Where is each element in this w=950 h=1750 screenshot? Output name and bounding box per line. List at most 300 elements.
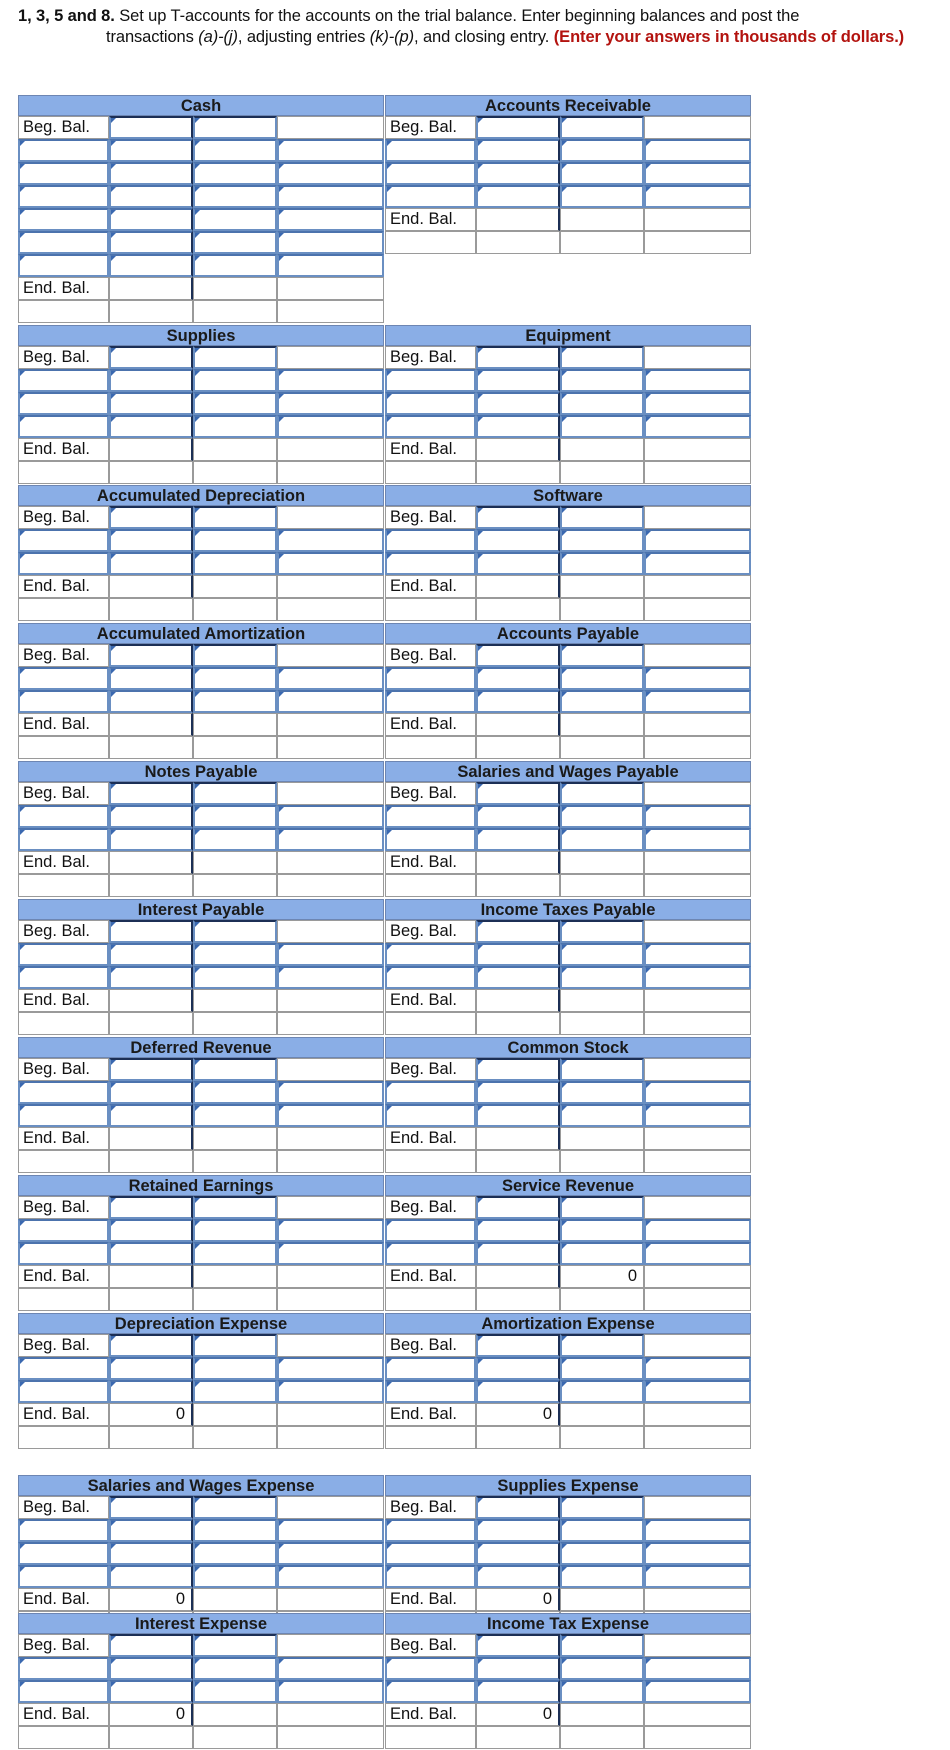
end-bal-credit — [560, 575, 644, 598]
credit-ref-select[interactable] — [277, 1519, 384, 1542]
spacer-cell — [277, 575, 384, 598]
beg-bal-debit-input[interactable] — [476, 1496, 560, 1519]
credit-amount-input[interactable] — [193, 1542, 277, 1565]
credit-ref-select[interactable] — [277, 1680, 384, 1703]
debit-amount-input[interactable] — [109, 139, 193, 162]
credit-ref-select[interactable] — [644, 828, 751, 851]
debit-amount-input[interactable] — [109, 1380, 193, 1403]
beg-bal-debit-input[interactable] — [109, 506, 193, 529]
spacer-cell — [193, 874, 277, 897]
end-bal-debit — [476, 575, 560, 598]
end-bal-label: End. Bal. — [385, 851, 476, 874]
beg-bal-credit-input[interactable] — [193, 920, 277, 943]
beg-bal-debit-input[interactable] — [109, 1334, 193, 1357]
debit-amount-input[interactable] — [109, 1519, 193, 1542]
beg-bal-debit-input[interactable] — [476, 1196, 560, 1219]
credit-ref-select[interactable] — [277, 1219, 384, 1242]
debit-amount-input[interactable] — [109, 943, 193, 966]
debit-ref-select[interactable] — [18, 1519, 109, 1542]
spacer-cell — [277, 300, 384, 323]
debit-amount-input[interactable] — [476, 966, 560, 989]
credit-ref-select[interactable] — [644, 552, 751, 575]
debit-ref-select[interactable] — [385, 415, 476, 438]
end-bal-debit — [109, 1127, 193, 1150]
beg-bal-debit-input[interactable] — [476, 1334, 560, 1357]
debit-ref-select[interactable] — [18, 552, 109, 575]
credit-amount-input[interactable] — [560, 185, 644, 208]
debit-amount-input[interactable] — [476, 667, 560, 690]
debit-ref-select[interactable] — [18, 690, 109, 713]
beg-bal-credit-input[interactable] — [560, 644, 644, 667]
credit-amount-input[interactable] — [193, 943, 277, 966]
spacer-cell — [277, 461, 384, 484]
debit-ref-select[interactable] — [18, 1081, 109, 1104]
credit-amount-input[interactable] — [560, 1081, 644, 1104]
debit-amount-input[interactable] — [109, 1242, 193, 1265]
credit-amount-input[interactable] — [560, 1680, 644, 1703]
spacer-cell — [644, 1058, 751, 1081]
credit-amount-input[interactable] — [560, 162, 644, 185]
debit-ref-select[interactable] — [385, 139, 476, 162]
debit-amount-input[interactable] — [476, 1657, 560, 1680]
debit-amount-input[interactable] — [109, 828, 193, 851]
debit-ref-select[interactable] — [385, 1242, 476, 1265]
debit-ref-select[interactable] — [385, 966, 476, 989]
credit-ref-select[interactable] — [277, 1380, 384, 1403]
end-bal-debit: 0 — [476, 1588, 560, 1611]
credit-amount-input[interactable] — [560, 1380, 644, 1403]
beg-bal-debit-input[interactable] — [476, 346, 560, 369]
debit-ref-select[interactable] — [18, 162, 109, 185]
credit-ref-select[interactable] — [644, 1542, 751, 1565]
account-title: Salaries and Wages Payable — [385, 761, 751, 782]
debit-amount-input[interactable] — [109, 552, 193, 575]
debit-ref-select[interactable] — [385, 1565, 476, 1588]
credit-ref-select[interactable] — [277, 392, 384, 415]
credit-ref-select[interactable] — [644, 162, 751, 185]
end-bal-credit — [560, 989, 644, 1012]
credit-ref-select[interactable] — [644, 1242, 751, 1265]
debit-ref-select[interactable] — [18, 1657, 109, 1680]
debit-ref-select[interactable] — [18, 529, 109, 552]
credit-amount-input[interactable] — [193, 690, 277, 713]
spacer-cell — [193, 461, 277, 484]
credit-ref-select[interactable] — [644, 392, 751, 415]
credit-amount-input[interactable] — [193, 828, 277, 851]
spacer-cell — [277, 782, 384, 805]
debit-ref-select[interactable] — [385, 1380, 476, 1403]
credit-ref-select[interactable] — [644, 1081, 751, 1104]
credit-ref-select[interactable] — [277, 1565, 384, 1588]
credit-amount-input[interactable] — [193, 369, 277, 392]
debit-ref-select[interactable] — [385, 1542, 476, 1565]
debit-amount-input[interactable] — [476, 1357, 560, 1380]
beg-bal-credit-input[interactable] — [560, 782, 644, 805]
debit-amount-input[interactable] — [109, 369, 193, 392]
debit-amount-input[interactable] — [476, 1542, 560, 1565]
debit-amount-input[interactable] — [109, 162, 193, 185]
spacer-cell — [277, 1196, 384, 1219]
debit-ref-select[interactable] — [385, 552, 476, 575]
debit-ref-select[interactable] — [18, 208, 109, 231]
debit-amount-input[interactable] — [476, 1519, 560, 1542]
beg-bal-debit-input[interactable] — [109, 346, 193, 369]
debit-ref-select[interactable] — [385, 1104, 476, 1127]
debit-amount-input[interactable] — [109, 1565, 193, 1588]
beg-bal-credit-input[interactable] — [560, 1634, 644, 1657]
beg-bal-label: Beg. Bal. — [18, 346, 109, 369]
debit-ref-select[interactable] — [18, 805, 109, 828]
credit-amount-input[interactable] — [560, 415, 644, 438]
spacer-cell — [385, 1426, 476, 1449]
credit-amount-input[interactable] — [193, 1219, 277, 1242]
credit-amount-input[interactable] — [560, 1542, 644, 1565]
credit-ref-select[interactable] — [277, 231, 384, 254]
credit-ref-select[interactable] — [277, 805, 384, 828]
credit-amount-input[interactable] — [560, 1519, 644, 1542]
beg-bal-debit-input[interactable] — [109, 116, 193, 139]
credit-ref-select[interactable] — [644, 966, 751, 989]
credit-ref-select[interactable] — [277, 185, 384, 208]
debit-ref-select[interactable] — [385, 690, 476, 713]
credit-amount-input[interactable] — [560, 690, 644, 713]
credit-amount-input[interactable] — [560, 1242, 644, 1265]
beg-bal-debit-input[interactable] — [109, 1496, 193, 1519]
credit-amount-input[interactable] — [560, 1357, 644, 1380]
credit-ref-select[interactable] — [277, 162, 384, 185]
debit-ref-select[interactable] — [385, 369, 476, 392]
debit-amount-input[interactable] — [109, 1357, 193, 1380]
credit-amount-input[interactable] — [560, 1565, 644, 1588]
beg-bal-label: Beg. Bal. — [385, 644, 476, 667]
beg-bal-credit-input[interactable] — [560, 1496, 644, 1519]
credit-ref-select[interactable] — [644, 1519, 751, 1542]
debit-ref-select[interactable] — [385, 529, 476, 552]
credit-ref-select[interactable] — [277, 690, 384, 713]
debit-ref-select[interactable] — [385, 1219, 476, 1242]
credit-ref-select[interactable] — [644, 1680, 751, 1703]
debit-ref-select[interactable] — [18, 1380, 109, 1403]
credit-ref-select[interactable] — [644, 690, 751, 713]
spacer-cell — [644, 1403, 751, 1426]
credit-amount-input[interactable] — [560, 1104, 644, 1127]
credit-amount-input[interactable] — [193, 552, 277, 575]
debit-amount-input[interactable] — [476, 690, 560, 713]
debit-amount-input[interactable] — [109, 667, 193, 690]
debit-amount-input[interactable] — [109, 1657, 193, 1680]
credit-amount-input[interactable] — [193, 966, 277, 989]
debit-ref-select[interactable] — [18, 667, 109, 690]
debit-ref-select[interactable] — [18, 1357, 109, 1380]
debit-ref-select[interactable] — [385, 1081, 476, 1104]
debit-ref-select[interactable] — [18, 185, 109, 208]
beg-bal-label: Beg. Bal. — [18, 1496, 109, 1519]
credit-ref-select[interactable] — [277, 1657, 384, 1680]
account-title: Amortization Expense — [385, 1313, 751, 1334]
debit-ref-select[interactable] — [385, 1519, 476, 1542]
debit-ref-select[interactable] — [18, 231, 109, 254]
instruction-note: (Enter your answers in thousands of dollars.) — [553, 28, 905, 46]
credit-ref-select[interactable] — [644, 1104, 751, 1127]
debit-amount-input[interactable] — [109, 690, 193, 713]
debit-ref-select[interactable] — [18, 369, 109, 392]
debit-ref-select[interactable] — [385, 1680, 476, 1703]
credit-ref-select[interactable] — [277, 1542, 384, 1565]
credit-amount-input[interactable] — [560, 1657, 644, 1680]
credit-ref-select[interactable] — [277, 139, 384, 162]
debit-ref-select[interactable] — [385, 805, 476, 828]
spacer-cell — [644, 644, 751, 667]
credit-ref-select[interactable] — [277, 966, 384, 989]
credit-amount-input[interactable] — [193, 231, 277, 254]
credit-ref-select[interactable] — [277, 208, 384, 231]
credit-ref-select[interactable] — [277, 667, 384, 690]
beg-bal-credit-input[interactable] — [193, 1634, 277, 1657]
debit-amount-input[interactable] — [109, 529, 193, 552]
credit-amount-input[interactable] — [560, 966, 644, 989]
beg-bal-debit-input[interactable] — [476, 506, 560, 529]
debit-ref-select[interactable] — [385, 185, 476, 208]
debit-ref-select[interactable] — [18, 966, 109, 989]
debit-amount-input[interactable] — [109, 185, 193, 208]
beg-bal-debit-input[interactable] — [476, 1058, 560, 1081]
beg-bal-credit-input[interactable] — [193, 782, 277, 805]
spacer-cell — [385, 598, 476, 621]
spacer-cell — [644, 713, 751, 736]
credit-amount-input[interactable] — [560, 139, 644, 162]
credit-amount-input[interactable] — [193, 1104, 277, 1127]
beg-bal-credit-input[interactable] — [560, 1334, 644, 1357]
credit-ref-select[interactable] — [644, 667, 751, 690]
credit-ref-select[interactable] — [277, 1081, 384, 1104]
credit-amount-input[interactable] — [193, 185, 277, 208]
transactions-range: (a)-(j) — [198, 28, 238, 46]
beg-bal-credit-input[interactable] — [560, 506, 644, 529]
spacer-cell — [644, 438, 751, 461]
beg-bal-credit-input[interactable] — [560, 1058, 644, 1081]
debit-ref-select[interactable] — [385, 828, 476, 851]
credit-amount-input[interactable] — [193, 1081, 277, 1104]
beg-bal-credit-input[interactable] — [193, 346, 277, 369]
debit-amount-input[interactable] — [109, 966, 193, 989]
credit-ref-select[interactable] — [644, 139, 751, 162]
account-title: Software — [385, 485, 751, 506]
credit-amount-input[interactable] — [560, 369, 644, 392]
credit-amount-input[interactable] — [193, 529, 277, 552]
credit-ref-select[interactable] — [277, 415, 384, 438]
credit-ref-select[interactable] — [277, 529, 384, 552]
credit-ref-select[interactable] — [644, 943, 751, 966]
credit-ref-select[interactable] — [644, 1219, 751, 1242]
credit-amount-input[interactable] — [193, 1565, 277, 1588]
credit-ref-select[interactable] — [277, 1104, 384, 1127]
debit-amount-input[interactable] — [476, 1081, 560, 1104]
credit-ref-select[interactable] — [644, 1380, 751, 1403]
debit-amount-input[interactable] — [476, 943, 560, 966]
debit-ref-select[interactable] — [18, 943, 109, 966]
debit-amount-input[interactable] — [109, 1219, 193, 1242]
beg-bal-credit-input[interactable] — [193, 1058, 277, 1081]
end-bal-label: End. Bal. — [18, 989, 109, 1012]
debit-amount-input[interactable] — [476, 162, 560, 185]
spacer-cell — [277, 989, 384, 1012]
beg-bal-label: Beg. Bal. — [385, 1058, 476, 1081]
debit-ref-select[interactable] — [18, 1242, 109, 1265]
spacer-cell — [644, 1496, 751, 1519]
beg-bal-debit-input[interactable] — [109, 782, 193, 805]
credit-ref-select[interactable] — [644, 805, 751, 828]
debit-ref-select[interactable] — [18, 828, 109, 851]
credit-ref-select[interactable] — [277, 1357, 384, 1380]
debit-amount-input[interactable] — [109, 208, 193, 231]
debit-amount-input[interactable] — [476, 1380, 560, 1403]
credit-amount-input[interactable] — [560, 805, 644, 828]
debit-amount-input[interactable] — [476, 185, 560, 208]
credit-ref-select[interactable] — [644, 415, 751, 438]
credit-ref-select[interactable] — [277, 254, 384, 277]
beg-bal-credit-input[interactable] — [193, 1196, 277, 1219]
debit-ref-select[interactable] — [18, 1680, 109, 1703]
credit-amount-input[interactable] — [193, 1242, 277, 1265]
beg-bal-debit-input[interactable] — [476, 920, 560, 943]
debit-ref-select[interactable] — [385, 162, 476, 185]
spacer-cell — [277, 1127, 384, 1150]
credit-amount-input[interactable] — [560, 943, 644, 966]
debit-amount-input[interactable] — [476, 805, 560, 828]
spacer-cell — [193, 1288, 277, 1311]
debit-amount-input[interactable] — [476, 1219, 560, 1242]
debit-amount-input[interactable] — [476, 139, 560, 162]
beg-bal-credit-input[interactable] — [560, 920, 644, 943]
credit-amount-input[interactable] — [193, 392, 277, 415]
debit-amount-input[interactable] — [476, 392, 560, 415]
credit-amount-input[interactable] — [560, 828, 644, 851]
credit-ref-select[interactable] — [644, 529, 751, 552]
debit-ref-select[interactable] — [18, 1565, 109, 1588]
beg-bal-credit-input[interactable] — [193, 506, 277, 529]
credit-amount-input[interactable] — [193, 1357, 277, 1380]
credit-amount-input[interactable] — [193, 208, 277, 231]
debit-amount-input[interactable] — [109, 1542, 193, 1565]
debit-ref-select[interactable] — [18, 1542, 109, 1565]
credit-ref-select[interactable] — [644, 1565, 751, 1588]
end-bal-label: End. Bal. — [385, 1703, 476, 1726]
debit-amount-input[interactable] — [476, 369, 560, 392]
beg-bal-debit-input[interactable] — [476, 1634, 560, 1657]
spacer-cell — [277, 277, 384, 300]
credit-amount-input[interactable] — [193, 254, 277, 277]
credit-amount-input[interactable] — [560, 392, 644, 415]
credit-ref-select[interactable] — [277, 828, 384, 851]
credit-amount-input[interactable] — [193, 162, 277, 185]
beg-bal-credit-input[interactable] — [193, 1334, 277, 1357]
credit-amount-input[interactable] — [193, 415, 277, 438]
credit-ref-select[interactable] — [644, 1657, 751, 1680]
beg-bal-credit-input[interactable] — [560, 1196, 644, 1219]
debit-ref-select[interactable] — [18, 254, 109, 277]
debit-ref-select[interactable] — [18, 415, 109, 438]
debit-ref-select[interactable] — [18, 1219, 109, 1242]
instruction-steps: 1, 3, 5 and 8. — [18, 7, 115, 25]
beg-bal-debit-input[interactable] — [109, 920, 193, 943]
spacer-cell — [644, 782, 751, 805]
credit-amount-input[interactable] — [193, 139, 277, 162]
debit-ref-select[interactable] — [18, 392, 109, 415]
beg-bal-credit-input[interactable] — [560, 346, 644, 369]
credit-amount-input[interactable] — [193, 1519, 277, 1542]
end-bal-credit — [193, 1127, 277, 1150]
debit-amount-input[interactable] — [476, 1242, 560, 1265]
debit-ref-select[interactable] — [385, 667, 476, 690]
debit-amount-input[interactable] — [109, 415, 193, 438]
debit-amount-input[interactable] — [476, 415, 560, 438]
beg-bal-credit-input[interactable] — [560, 116, 644, 139]
beg-bal-debit-input[interactable] — [476, 644, 560, 667]
credit-ref-select[interactable] — [644, 185, 751, 208]
debit-amount-input[interactable] — [109, 231, 193, 254]
debit-amount-input[interactable] — [476, 1680, 560, 1703]
end-bal-label: End. Bal. — [385, 989, 476, 1012]
credit-ref-select[interactable] — [277, 1242, 384, 1265]
credit-amount-input[interactable] — [193, 1680, 277, 1703]
debit-ref-select[interactable] — [18, 139, 109, 162]
debit-amount-input[interactable] — [109, 1680, 193, 1703]
beg-bal-debit-input[interactable] — [109, 1058, 193, 1081]
debit-ref-select[interactable] — [385, 943, 476, 966]
debit-amount-input[interactable] — [109, 805, 193, 828]
debit-amount-input[interactable] — [109, 254, 193, 277]
credit-amount-input[interactable] — [193, 1380, 277, 1403]
beg-bal-credit-input[interactable] — [193, 1496, 277, 1519]
credit-ref-select[interactable] — [277, 369, 384, 392]
credit-amount-input[interactable] — [560, 667, 644, 690]
credit-amount-input[interactable] — [560, 552, 644, 575]
end-bal-label: End. Bal. — [18, 851, 109, 874]
beg-bal-debit-input[interactable] — [476, 782, 560, 805]
debit-amount-input[interactable] — [476, 828, 560, 851]
spacer-cell — [277, 736, 384, 759]
beg-bal-debit-input[interactable] — [109, 1196, 193, 1219]
instruction-text-4: , and closing entry. — [414, 28, 554, 46]
credit-ref-select[interactable] — [644, 369, 751, 392]
credit-ref-select[interactable] — [277, 552, 384, 575]
debit-ref-select[interactable] — [385, 392, 476, 415]
credit-ref-select[interactable] — [644, 1357, 751, 1380]
beg-bal-credit-input[interactable] — [193, 116, 277, 139]
credit-amount-input[interactable] — [560, 1219, 644, 1242]
credit-amount-input[interactable] — [560, 529, 644, 552]
debit-ref-select[interactable] — [18, 1104, 109, 1127]
debit-amount-input[interactable] — [476, 1104, 560, 1127]
credit-amount-input[interactable] — [193, 805, 277, 828]
credit-amount-input[interactable] — [193, 667, 277, 690]
debit-ref-select[interactable] — [385, 1657, 476, 1680]
debit-amount-input[interactable] — [476, 529, 560, 552]
credit-ref-select[interactable] — [277, 943, 384, 966]
debit-amount-input[interactable] — [109, 1081, 193, 1104]
beg-bal-credit-input[interactable] — [193, 644, 277, 667]
debit-amount-input[interactable] — [476, 1565, 560, 1588]
beg-bal-debit-input[interactable] — [109, 644, 193, 667]
debit-amount-input[interactable] — [476, 552, 560, 575]
beg-bal-debit-input[interactable] — [476, 116, 560, 139]
beg-bal-debit-input[interactable] — [109, 1634, 193, 1657]
debit-ref-select[interactable] — [385, 1357, 476, 1380]
credit-amount-input[interactable] — [193, 1657, 277, 1680]
debit-amount-input[interactable] — [109, 1104, 193, 1127]
debit-amount-input[interactable] — [109, 392, 193, 415]
spacer-cell — [277, 1265, 384, 1288]
